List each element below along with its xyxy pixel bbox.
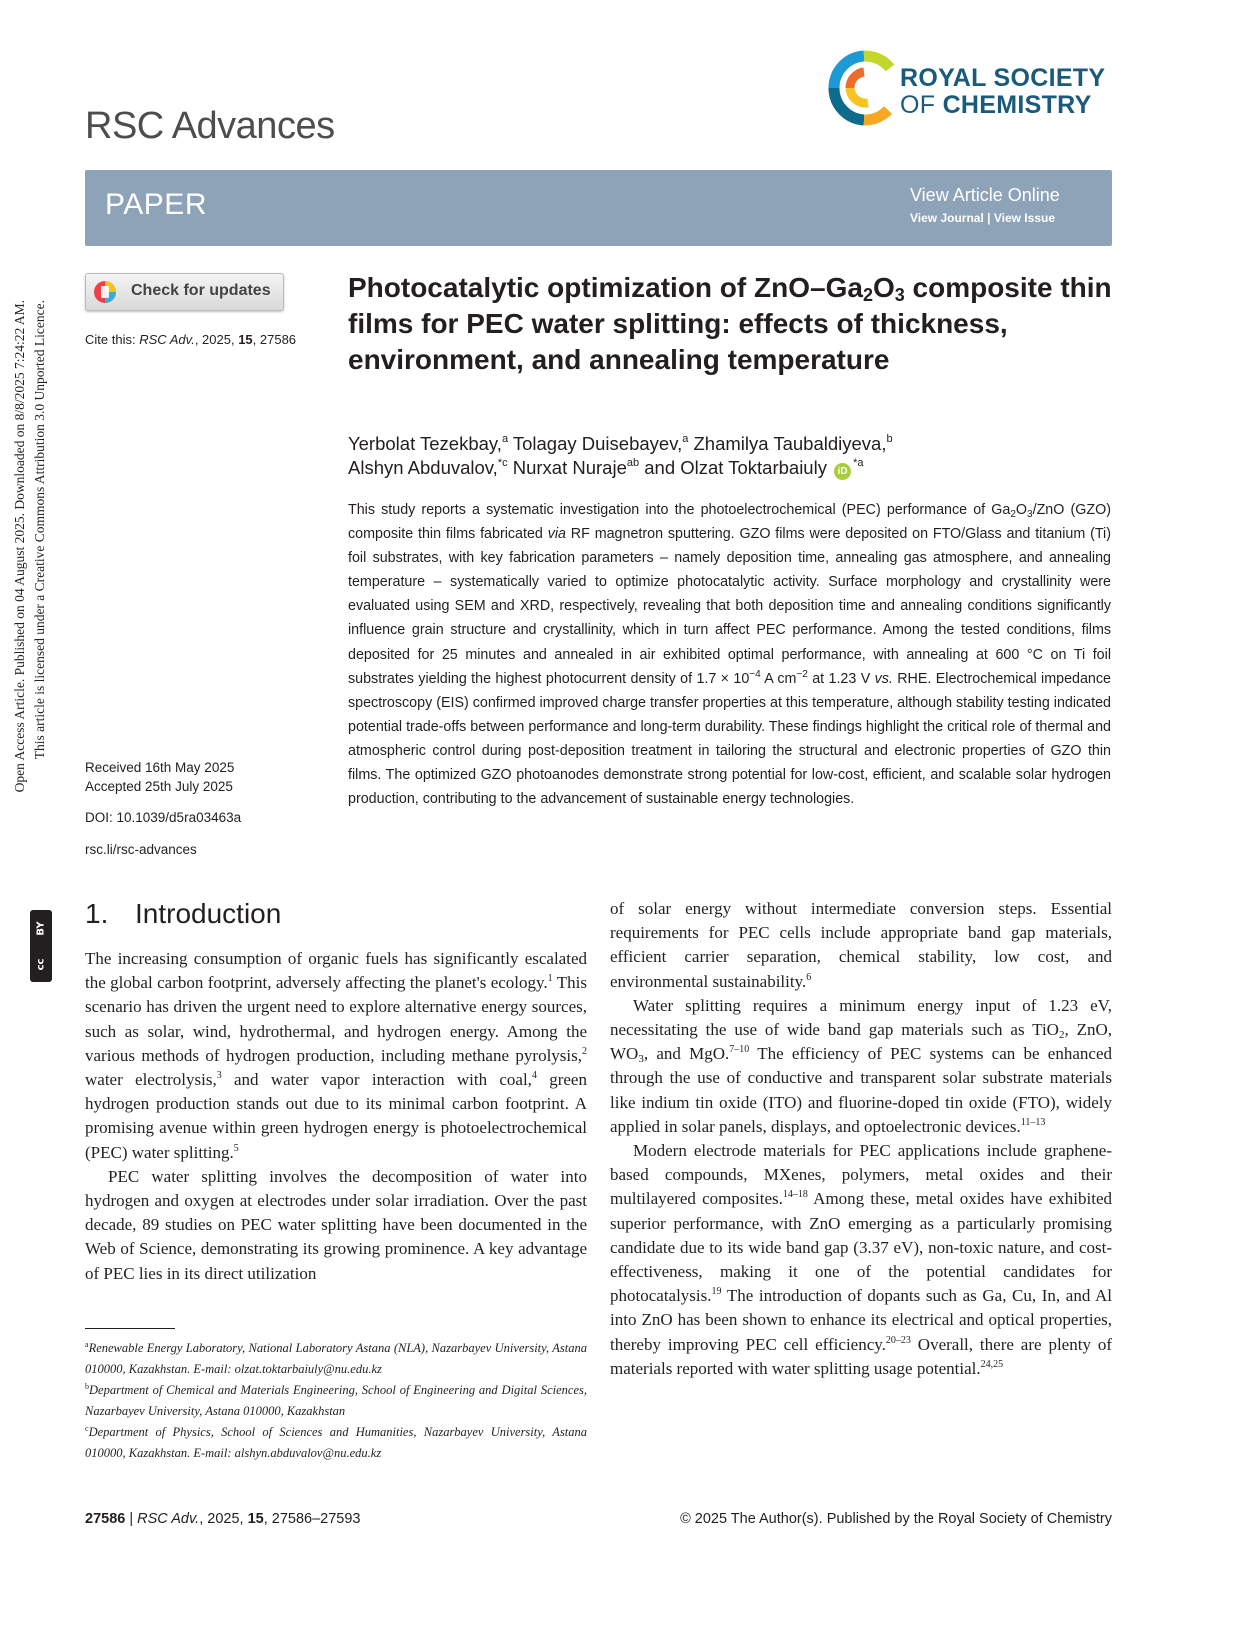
text-run: green hydrogen production stands out due to its minimal carbon footprint. A promising avenue within green hydrogen energy is photoelectrochemical (PEC) water splitting. <box>85 1070 587 1162</box>
text-run: This scenario has driven the urgent need to explore alternative energy sources, such as solar, wind, hydrothermal, and hydrogen energy. Among the various methods of hydrogen production, including methane pyrolysis, <box>85 973 587 1065</box>
received-date: Received 16th May 2025 <box>85 760 235 775</box>
doi[interactable]: DOI: 10.1039/d5ra03463a <box>85 810 242 825</box>
paragraph: PEC water splitting involves the decomposition of water into hydrogen and oxygen at electrodes under solar irradiation. Over the past decade, 89 studies on PEC water splitting have been documented in the Web of Science, demonstrating its growing prominence. A key advantage of PEC lies in its direct utilization <box>85 1166 587 1283</box>
crossmark-icon <box>93 280 117 304</box>
article-type-banner <box>85 170 1112 246</box>
licence-line-2: This article is licensed under a Creative Commons Attribution 3.0 Unported Licence. <box>32 300 47 760</box>
cite-sep2: , 27586 <box>252 332 297 347</box>
abstract-vs: vs. <box>874 670 893 687</box>
publisher-of: OF <box>900 91 943 119</box>
section-title: Introduction <box>135 898 282 929</box>
author-2-affil: a <box>682 433 689 445</box>
view-article-online-link[interactable]: View Article Online <box>910 185 1060 205</box>
publisher-name-line1: ROYAL SOCIETY <box>900 64 1106 92</box>
author-5-affil: ab <box>626 457 640 469</box>
author-list <box>348 432 1118 480</box>
author-1-affil: a <box>501 433 509 445</box>
cc-badge-label: BY <box>35 920 47 936</box>
author-2[interactable]: Tolagay Duisebayev, <box>508 433 683 454</box>
text-run: The efficiency of PEC systems can be enhanced through the use of conductive and transparent solar substrate materials like indium tin oxide (ITO) and fluorine-doped tin oxide (FTO), widely applied in solar panels, displays, and optoelectronic devices. <box>610 1044 1112 1136</box>
page-footer-left <box>85 1511 360 1527</box>
footnote-marker: a <box>85 1340 89 1349</box>
reference[interactable]: 3 <box>216 1070 222 1082</box>
footnote-text: Department of Chemical and Materials Engineering, School of Engineering and Digital Sciences, Nazarbayev University, Astana 010000, Kazakhstan <box>85 1383 587 1418</box>
text-run: Overall, there are plenty of materials reported with water splitting usage potential. <box>610 1334 1112 1378</box>
author-1[interactable]: Yerbolat Tezekbay, <box>348 433 502 454</box>
affiliation-footnotes <box>85 1338 587 1464</box>
citation <box>85 332 296 347</box>
footer-pages: , 27586–27593 <box>263 1511 361 1527</box>
banner-sublinks <box>910 211 1055 225</box>
abstract-t3: /ZnO (GZO) composite thin films fabricated <box>348 502 1111 543</box>
footnote-marker: b <box>85 1382 89 1391</box>
view-issue-link[interactable]: View Issue <box>993 211 1055 225</box>
reference[interactable]: 24,25 <box>980 1358 1004 1370</box>
paragraph <box>610 897 1112 994</box>
article-type: PAPER <box>105 188 207 221</box>
page-number: 27586 <box>85 1511 126 1527</box>
abstract-s1: 2 <box>1010 509 1016 520</box>
footnote-text: Department of Physics, School of Sciences and Humanities, Nazarbayev University, Astana 010000, Kazakhstan. E-mail: alshyn.abduvalov@nu.edu.kz <box>85 1425 587 1460</box>
cc-badge-logo: cc <box>35 958 47 970</box>
footnote-marker: c <box>85 1424 89 1433</box>
cite-sep1: , 2025, <box>194 332 239 347</box>
author-4-affil: *c <box>497 457 508 469</box>
abstract-t1: This study reports a systematic investigation into the photoelectrochemical (PEC) performance of Ga <box>348 502 1011 518</box>
reference[interactable]: 5 <box>233 1142 239 1154</box>
view-journal-link[interactable]: View Journal <box>910 211 984 225</box>
paragraph <box>610 1139 1112 1381</box>
copyright: © 2025 The Author(s). Published by the Royal Society of Chemistry <box>680 1511 1112 1527</box>
text-run: of solar energy without intermediate conversion steps. Essential requirements for PEC cells include appropriate band gap materials, efficient carrier separation, chemical stability, low cost, and environmental sustainability. <box>610 899 1112 991</box>
abstract-t4: RF magnetron sputtering. GZO films were deposited on FTO/Glass and titanium (Ti) foil substrates, with key fabrication parameters – namely deposition time, annealing gas atmosphere, and annealing temperature – systematically varied to optimize photocatalytic activity. Surface morphology and crystallinity were evaluated using SEM and XRD, respectively, revealing that both deposition time and annealing conditions significantly influence grain structure and crystallinity, which in turn affect PEC performance. Among the tested conditions, films deposited for 25 minutes and annealed in air exhibited optimal performance, with annealing at 600 °C on Ti foil substrates yielding the highest photocurrent density of 1.7 × 10 <box>348 526 1111 687</box>
body-column-left <box>85 947 587 1286</box>
abstract-t5: A cm <box>760 670 797 687</box>
title-part3: composite thin films for PEC water splitting: effects of thickness, environment, and annealing temperature <box>348 272 1112 375</box>
accepted-date: Accepted 25th July 2025 <box>85 779 233 794</box>
title-part1: Photocatalytic optimization of ZnO–Ga <box>348 272 863 303</box>
author-4[interactable]: Alshyn Abduvalov, <box>348 457 498 478</box>
footnote-a <box>85 1338 587 1380</box>
cite-prefix: Cite this: <box>85 332 140 347</box>
title-part2: O <box>872 272 895 303</box>
footnote-c <box>85 1422 587 1464</box>
author-3-affil: b <box>886 433 893 445</box>
text-run: Water splitting requires a minimum energy input of 1.23 eV, necessitating the use of wide band gap materials such as TiO <box>610 995 1112 1040</box>
paragraph <box>85 947 587 1165</box>
text-run: The introduction of dopants such as Ga, Cu, In, and Al into ZnO has been shown to enhance its electrical and optical properties, thereby improving PEC cell efficiency. <box>610 1286 1112 1354</box>
subscript: 2 <box>1058 1029 1065 1042</box>
text-run: water electrolysis, <box>85 1070 217 1090</box>
title-sub2: 3 <box>894 285 905 305</box>
publisher-chemistry: CHEMISTRY <box>942 91 1092 119</box>
licence-line-1: Open Access Article. Published on 04 August 2025. Downloaded on 8/8/2025 7:24:22 AM. <box>12 300 27 793</box>
text-run: , ZnO, WO <box>610 1020 1112 1064</box>
title-sub1: 2 <box>862 285 873 305</box>
publisher-name-line2 <box>900 91 1092 120</box>
footer-year: , 2025, <box>199 1511 248 1527</box>
abstract-via: via <box>547 526 566 543</box>
footnote-text: Renewable Energy Laboratory, National Laboratory Astana (NLA), Nazarbayev University, Astana 010000, Kazakhstan. E-mail: olzat.toktarbaiuly@nu.edu.kz <box>85 1341 587 1376</box>
abstract-t6: at 1.23 V <box>807 670 875 687</box>
reference[interactable]: 6 <box>806 971 812 983</box>
paragraph <box>610 994 1112 1139</box>
author-5[interactable]: Nurxat Nuraje <box>507 457 627 478</box>
reference[interactable]: 4 <box>531 1070 537 1082</box>
licence-strip <box>0 300 60 1000</box>
check-for-updates-button[interactable] <box>85 273 284 311</box>
reference[interactable]: 14–18 <box>782 1189 808 1201</box>
footer-sep: | <box>125 1511 138 1527</box>
abstract-sup2: −2 <box>796 668 808 680</box>
abstract-sup1: −4 <box>749 668 761 680</box>
text-run: Among these, metal oxides have exhibited superior performance, with ZnO emerging as a particularly promising candidate due to its wide band gap (3.37 eV), non-toxic nature, and cost-effectiveness, making it one of the potential candidates for photocatalysis. <box>610 1189 1112 1306</box>
section-number: 1. <box>85 898 109 929</box>
check-for-updates-label: Check for updates <box>131 282 271 299</box>
abstract-t7: RHE. Electrochemical impedance spectroscopy (EIS) confirmed improved charge transfer properties at this temperature, although stability testing indicated potential trade-offs between performance and long-term durability. These findings highlight the critical role of thermal and atmospheric control during post-deposition treatment in tailoring the structural and electronic properties of GZO thin films. The optimized GZO photoanodes demonstrate strong potential for low-cost, efficient, and scalable solar hydrogen production, contributing to the advancement of sustainable energy technologies. <box>348 670 1111 808</box>
abstract-t2: O <box>1015 502 1028 518</box>
footer-volume: 15 <box>247 1511 264 1527</box>
text-run: and water vapor interaction with coal, <box>221 1070 532 1090</box>
subscript: 3 <box>638 1053 644 1066</box>
journal-name: RSC Advances <box>85 105 335 147</box>
footer-journal: RSC Adv. <box>137 1511 200 1527</box>
cite-volume: 15 <box>238 332 253 347</box>
footnote-b <box>85 1380 587 1422</box>
licence-text <box>10 300 50 1000</box>
reference[interactable]: 7–10 <box>729 1044 750 1056</box>
author-6[interactable]: and Olzat Toktarbaiuly <box>639 457 827 478</box>
reference[interactable]: 19 <box>711 1286 722 1298</box>
text-run: The increasing consumption of organic fuels has significantly escalated the global carbon footprint, adversely affecting the planet's ecology. <box>85 949 587 993</box>
author-3[interactable]: Zhamilya Taubaldiyeva, <box>688 433 887 454</box>
link-separator: | <box>983 211 994 225</box>
journal-url[interactable]: rsc.li/rsc-advances <box>85 842 197 857</box>
text-run: Modern electrode materials for PEC applications include graphene-based compounds, MXenes, polymers, metal oxides and their multilayered composites. <box>610 1141 1112 1209</box>
rsc-logo-icon <box>828 50 900 126</box>
footnote-divider <box>85 1328 175 1329</box>
reference[interactable]: 11–13 <box>1020 1116 1046 1128</box>
abstract <box>348 498 1111 811</box>
body-column-right <box>610 897 1112 1381</box>
reference[interactable]: 1 <box>547 973 553 985</box>
section-heading <box>85 898 281 930</box>
article-title <box>348 270 1118 378</box>
cite-journal: RSC Adv. <box>139 332 195 347</box>
cc-by-icon[interactable] <box>30 910 52 982</box>
reference[interactable]: 20–23 <box>885 1334 911 1346</box>
text-run: , and MgO. <box>643 1044 730 1064</box>
reference[interactable]: 2 <box>582 1045 587 1057</box>
author-6-affil: *a <box>853 457 864 469</box>
abstract-s2: 3 <box>1027 509 1033 520</box>
orcid-icon[interactable]: iD <box>834 463 851 480</box>
